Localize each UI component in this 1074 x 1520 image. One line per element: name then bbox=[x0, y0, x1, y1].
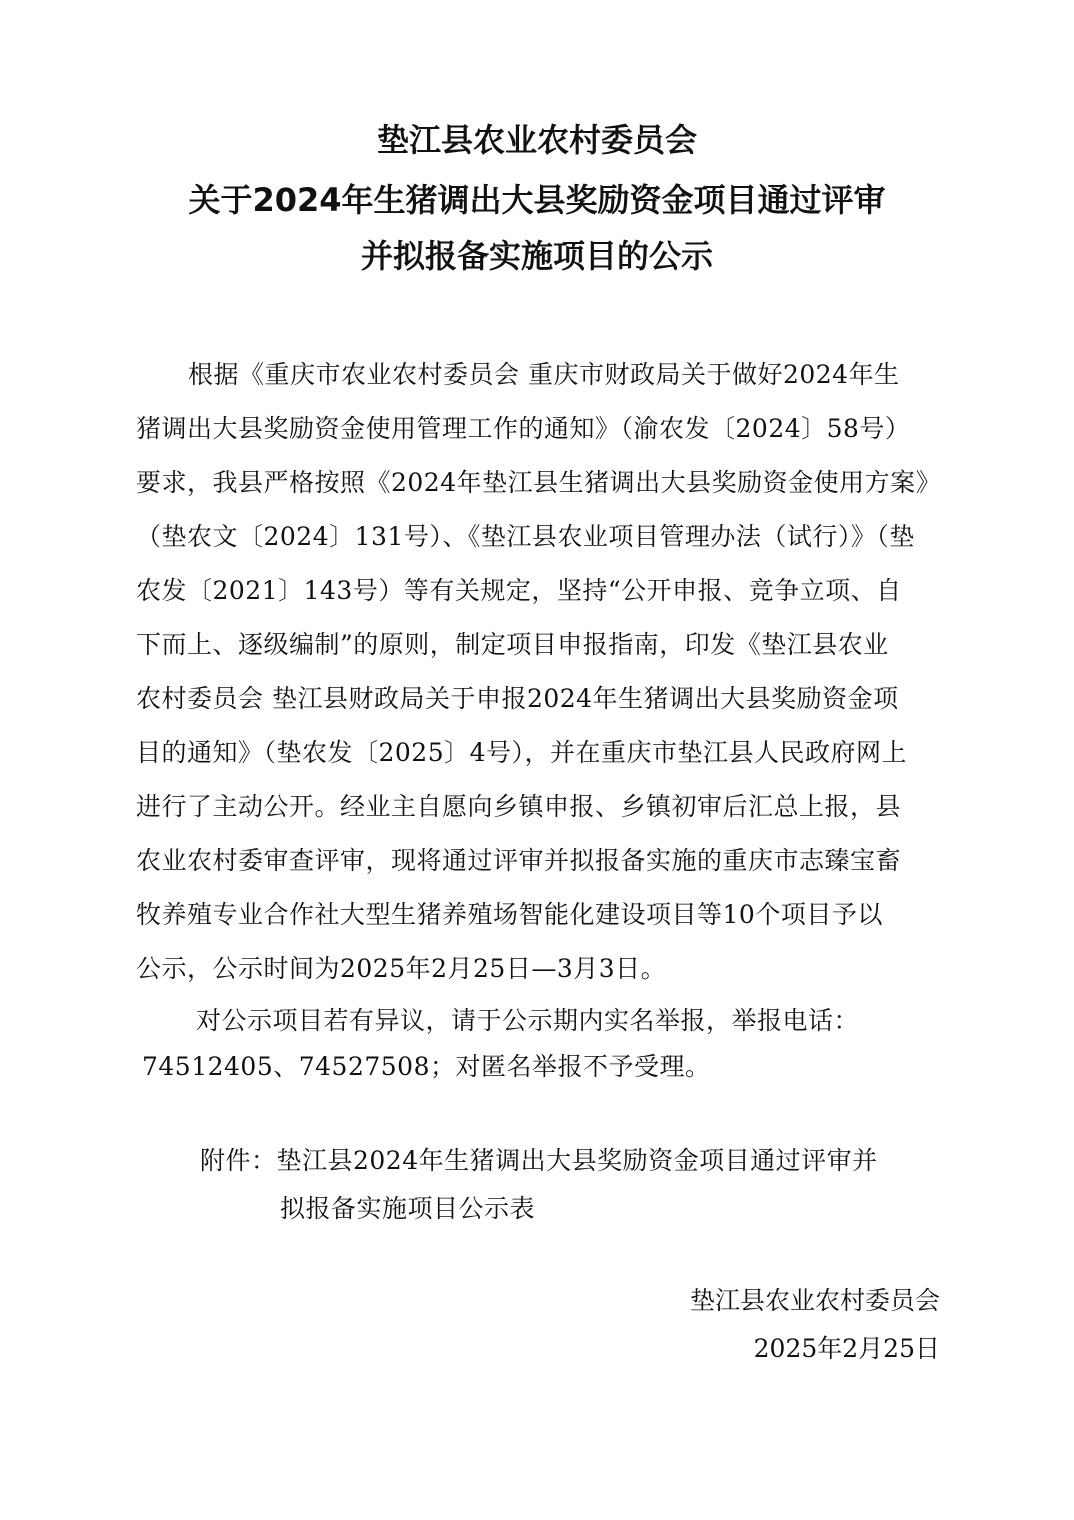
body-line-1: 根据《重庆市农业农村委员会 重庆市财政局关于做好2024年生 bbox=[188, 360, 900, 389]
body-line-3: 要求，我县严格按照《2024年垫江县生猪调出大县奖励资金使用方案》 bbox=[136, 468, 942, 497]
title-line-1: 垫江县农业农村委员会 bbox=[376, 121, 697, 159]
body-line-2: 猪调出大县奖励资金使用管理工作的通知》（渝农发〔2024〕58号） bbox=[136, 414, 911, 443]
body-line-11: 牧养殖专业合作社大型生猪养殖场智能化建设项目等10个项目予以 bbox=[136, 900, 883, 929]
attachment-line-2: 拟报备实施项目公示表 bbox=[280, 1194, 536, 1223]
title-line-3: 并拟报备实施项目的公示 bbox=[360, 237, 713, 275]
body-line-10: 农业农村委审查评审，现将通过评审并拟报备实施的重庆市志臻宝畜 bbox=[136, 846, 902, 875]
signature-date: 2025年2月25日 bbox=[753, 1334, 940, 1363]
title-line-2: 关于2024年生猪调出大县奖励资金项目通过评审 bbox=[188, 181, 886, 219]
body-line-9: 进行了主动公开。经业主自愿向乡镇申报、乡镇初审后汇总上报，县 bbox=[136, 792, 902, 821]
body-line-7: 农村委员会 垫江县财政局关于申报2024年生猪调出大县奖励资金项 bbox=[136, 684, 899, 713]
body-line-4: （垫农文〔2024〕131号）、《垫江县农业项目管理办法（试行）》（垫 bbox=[136, 522, 915, 551]
objection-line-2: 74512405、74527508；对匿名举报不予受理。 bbox=[142, 1052, 711, 1081]
objection-line-1: 对公示项目若有异议，请于公示期内实名举报，举报电话： bbox=[196, 1006, 860, 1035]
signature-org: 垫江县农业农村委员会 bbox=[689, 1286, 940, 1315]
body-line-8: 目的通知》（垫农发〔2025〕4号），并在重庆市垫江县人民政府网上 bbox=[136, 738, 908, 767]
body-line-6: 下而上、逐级编制”的原则，制定项目申报指南，印发《垫江县农业 bbox=[136, 630, 889, 659]
body-line-12: 公示，公示时间为2025年2月25日—3月3日。 bbox=[136, 954, 667, 983]
body-line-5: 农发〔2021〕143号）等有关规定，坚持“公开申报、竞争立项、自 bbox=[136, 576, 902, 605]
attachment-line-1: 附件：垫江县2024年生猪调出大县奖励资金项目通过评审并 bbox=[200, 1146, 878, 1175]
